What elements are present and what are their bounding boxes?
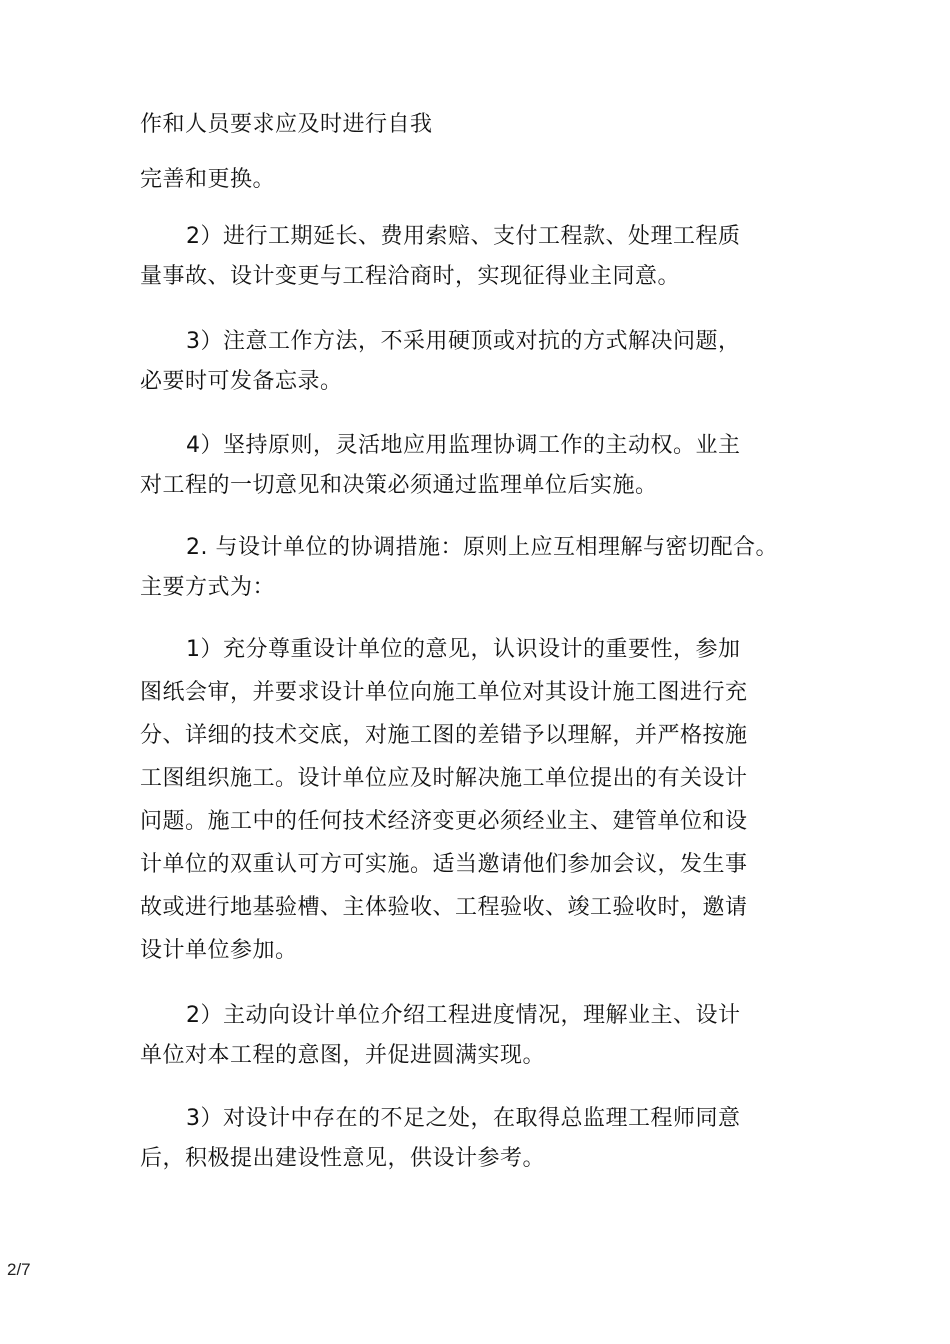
text-line: 主要方式为： xyxy=(140,575,276,600)
text-line: 对工程的一切意见和决策必须通过监理单位后实施。 xyxy=(140,473,658,498)
text-line: 4）坚持原则，灵活地应用监理协调工作的主动权。业主 xyxy=(186,433,741,458)
text-line: 计单位的双重认可方可实施。适当邀请他们参加会议，发生事 xyxy=(140,852,748,877)
text-line: 3）注意工作方法，不采用硬顶或对抗的方式解决问题， xyxy=(186,329,741,354)
text-line: 工图组织施工。设计单位应及时解决施工单位提出的有关设计 xyxy=(140,766,748,791)
text-line: 分、详细的技术交底，对施工图的差错予以理解，并严格按施 xyxy=(140,723,748,748)
text-line: 量事故、设计变更与工程洽商时，实现征得业主同意。 xyxy=(140,264,681,289)
text-line: 3）对设计中存在的不足之处，在取得总监理工程师同意 xyxy=(186,1106,741,1131)
text-line: 2）进行工期延长、费用索赔、支付工程款、处理工程质 xyxy=(186,224,741,249)
text-line: 完善和更换。 xyxy=(140,167,276,192)
text-line: 故或进行地基验槽、主体验收、工程验收、竣工验收时，邀请 xyxy=(140,895,748,920)
text-line: 设计单位参加。 xyxy=(140,938,298,963)
text-line: 1）充分尊重设计单位的意见，认识设计的重要性，参加 xyxy=(186,637,741,662)
text-line: 图纸会审，并要求设计单位向施工单位对其设计施工图进行充 xyxy=(140,680,748,705)
section-heading: 2. 与设计单位的协调措施：原则上应互相理解与密切配合。 xyxy=(186,535,778,560)
text-line: 单位对本工程的意图，并促进圆满实现。 xyxy=(140,1043,546,1068)
text-line: 必要时可发备忘录。 xyxy=(140,369,343,394)
page-number: 2/7 xyxy=(7,1260,31,1279)
text-line: 问题。施工中的任何技术经济变更必须经业主、建管单位和设 xyxy=(140,809,748,834)
text-line: 2）主动向设计单位介绍工程进度情况，理解业主、设计 xyxy=(186,1003,741,1028)
text-line: 后，积极提出建设性意见，供设计参考。 xyxy=(140,1146,546,1171)
text-line: 作和人员要求应及时进行自我 xyxy=(140,112,433,137)
